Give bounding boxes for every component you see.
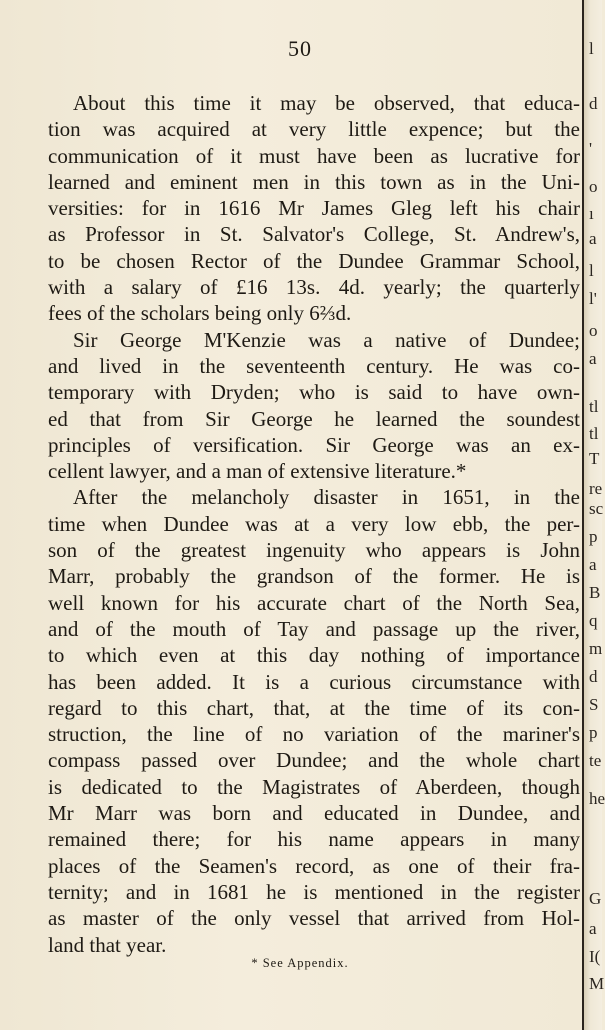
facing-page-fragment: a [589,349,597,368]
text-line: About this time it may be observed, that educa- [73,91,580,115]
facing-page-fragment: a [589,555,597,574]
text-line: tion was acquired at very little expence; but the [48,117,580,142]
text-line: to which even at this day nothing of importance [48,643,580,668]
text-line: has been added. It is a curious circumstance with [48,669,580,694]
text-line: time when Dundee was at a very low ebb, the per- [48,511,580,536]
facing-page-fragment: sc [589,499,604,518]
text-line: Mr Marr was born and educated in Dundee, and [48,801,580,826]
facing-page-fragment: T [589,449,600,468]
facing-page-fragment: te [589,751,602,770]
text-line: with a salary of £16 13s. 4d. yearly; the quarterly [48,275,580,300]
text-line: communication of it must have been as lucrative for [48,143,580,168]
facing-page-fragment: d [589,94,598,113]
footnote: * See Appendix. [251,956,349,970]
text-line: and lived in the seventeenth century. He was co- [48,353,580,378]
text-line: land that year. [48,932,167,957]
text-line: Sir George M'Kenzie was a native of Dundee; [73,327,580,352]
text-line: Marr, probably the grandson of the former. He is [48,564,580,589]
text-line: principles of versification. Sir George was an ex- [48,432,580,457]
body-text [48,90,580,958]
text-line: versities: for in 1616 Mr James Gleg left his chair [48,196,580,221]
facing-page-fragment: q [589,611,598,630]
facing-page-fragment: o [589,321,598,340]
facing-page-fragment: M [589,974,605,993]
facing-page-fragment: o [589,177,598,196]
text-line: After the melancholy disaster in 1651, in the [73,485,580,510]
facing-page-fragment: l [589,261,594,280]
facing-page-fragment: p [589,527,598,546]
facing-page-fragment: re [589,479,603,498]
facing-page-edge [582,0,605,1030]
facing-page-fragment: ' [589,139,593,158]
text-line: compass passed over Dundee; and the whole chart [48,748,580,773]
text-line: to be chosen Rector of the Dundee Grammar School, [48,248,580,273]
facing-page-fragment: a [589,229,597,248]
text-line: and of the mouth of Tay and passage up the river, [48,616,580,641]
facing-page-fragment: p [589,723,598,742]
facing-page-fragment: tl [589,397,599,416]
text-line: son of the greatest ingenuity who appears is John [48,538,580,563]
text-line: fees of the scholars being only 6⅔d. [48,301,352,326]
facing-page-fragment: S [589,695,599,714]
facing-page-fragment: ı [589,204,594,223]
facing-page-fragment: m [589,639,603,658]
text-line: cellent lawyer, and a man of extensive literature.* [48,459,467,484]
text-line: well known for his accurate chart of the North Sea, [48,590,580,615]
text-line: struction, the line of no variation of the mariner's [48,722,580,747]
text-line: is dedicated to the Magistrates of Aberdeen, though [48,774,580,799]
text-line: regard to this chart, that, at the time of its con- [48,695,580,720]
text-line: ternity; and in 1681 he is mentioned in the register [48,879,580,904]
facing-page-fragment: B [589,583,601,602]
page-number: 50 [288,36,312,61]
text-line: remained there; for his name appears in many [48,827,580,852]
text-line: learned and eminent men in this town as in the Uni- [48,169,580,194]
facing-page-fragment: G [589,889,602,908]
text-line: ed that from Sir George he learned the soundest [48,406,580,431]
facing-page-fragment: he [589,789,605,808]
facing-page-fragment: tl [589,424,599,443]
text-line: as Professor in St. Salvator's College, St. Andrew's, [48,222,580,247]
facing-page-fragment: d [589,667,598,686]
text-line: as master of the only vessel that arrived from Hol- [48,906,580,931]
text-line: temporary with Dryden; who is said to have own- [48,380,580,405]
facing-page-fragment: a [589,919,597,938]
facing-page-fragment: I( [589,947,601,966]
facing-page-fragment: l' [589,289,597,308]
facing-page-fragment: l [589,39,594,58]
text-line: places of the Seamen's record, as one of their fra- [48,853,580,878]
